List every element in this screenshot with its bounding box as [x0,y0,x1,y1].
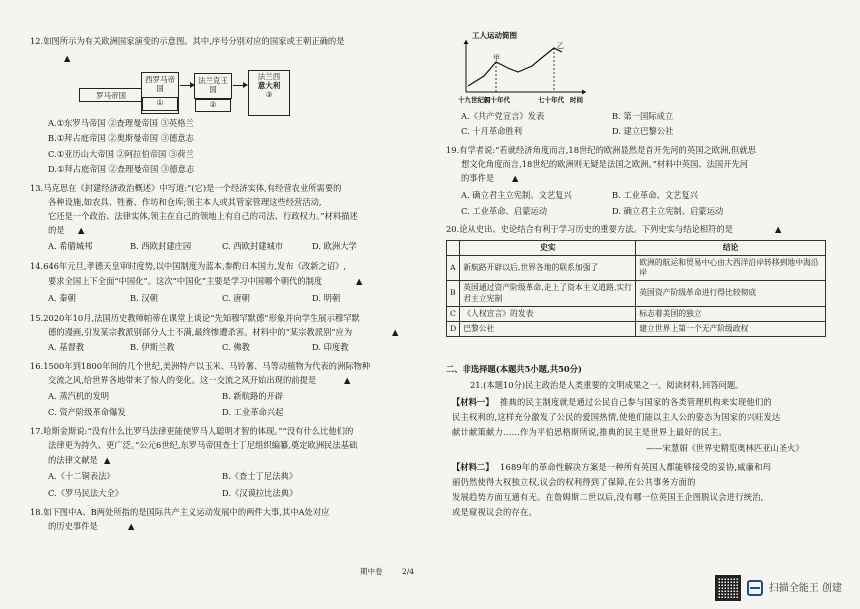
q13-option-b: B. 西欧封建庄园 [130,241,192,251]
q16-option-a: A. 蒸汽机的发明 [48,391,110,401]
q20-row-letter: B [447,281,460,306]
footer-exam-label: 期中卷 [360,567,383,576]
material-2-line-2: 丽仍然使得大权独立权,议会的权利得到了保障,在公共事务方面的 [452,477,696,487]
box-circle-1: ① [142,97,178,111]
box-west-rome: 西罗马帝国 [145,75,175,93]
q19-option-a: A. 确立君主立宪制、文艺复兴 [461,190,572,200]
q16-answer-blank: ▲ [344,375,351,385]
q20-row-conclusion: 建立世界上第一个无产阶级政权 [636,321,826,336]
q20-row-conclusion: 欧洲的航运和贸易中心由大西洋沿岸转移到地中海沿岸 [636,256,826,281]
q20-row-fact: 英国通过资产阶级革命,走上了资本主义道路,实行君主立宪制 [460,281,636,306]
q20-row-fact: 《人权宣言》的发表 [460,306,636,321]
q12-stem: 12.如图所示为有关欧洲国家演变的示意图。其中,序号分别对应的国家或王朝正确的是 [30,36,345,46]
q21-stem: 21.(本题10分)民主政治是人类重要的文明成果之一。阅读材料,回答问题。 [470,380,744,390]
q17-answer-blank: ▲ [104,455,111,465]
q12-option-d: D.①拜占庭帝国 ②查理曼帝国 ③德意志 [48,164,195,174]
x-axis-arrow [582,90,586,95]
table-row [447,256,826,281]
q15-option-b: B. 伊斯兰教 [130,342,175,352]
q19-option-c: C. 工业革命、启蒙运动 [461,206,547,216]
q17-line-2: 法律更为持久、更广泛。”公元6世纪,东罗马帝国查士丁尼组织编纂,奠定欧洲民法基础 [48,440,358,450]
q19-answer-blank: ▲ [512,173,519,183]
q12-option-c: C.①亚历山大帝国 ②阿拉伯帝国 ③荷兰 [48,149,194,159]
material-1-label: 【材料一】 [452,397,494,407]
q18-option-c: C. 十月革命胜利 [461,126,523,136]
q12-answer-blank: ▲ [64,53,71,63]
x-tick-label: 四十年代 [484,96,510,104]
table-row [447,321,826,336]
q19-line-2: 想文化角度而言,18世纪的欧洲则无疑是法国之欧洲。”材料中英国、法国开先河 [461,159,749,169]
qr-code [715,575,741,601]
material-1-line-2: 民主权利的,这样充分激发了公民的爱国热情,使他们能以主人公的姿态为国家的兴旺发达 [452,412,781,422]
q19-line-3: 的事件是 [461,173,495,183]
x-tick-label: 十九世纪初 [458,96,491,104]
x-tick-label: 时间 [570,96,583,104]
q13-line-1: 13.马克思在《封建经济政治概述》中写道:“(它)是一个经济实体,有经营农业所需要的 [30,183,342,193]
material-1-source: ——宋慧娟《世界史精览奥林匹亚山圣火》 [646,443,804,453]
arrow-2 [180,85,194,86]
box-italy: 意大利 [257,81,281,90]
q20-stem: 20.论从史出、史论结合有利于学习历史的重要方法。下列史实与结论相符的是 [446,224,733,234]
x-tick-label: 七十年代 [538,96,564,104]
scan-watermark-text: 扫描全能王 创建 [768,582,842,594]
material-1-line-1: 推典的民主制度就是通过公民自己参与国家的各类管理机构来实现他们的 [500,397,772,407]
q16-option-d: D. 工业革命兴起 [222,407,284,417]
box-roman-empire: 罗马帝国 [79,88,143,102]
q19-option-b: B. 工业革命、文艺复兴 [612,190,699,200]
q14-option-d: D. 明朝 [312,293,341,303]
q20-header-letter [447,241,460,256]
q12-option-b: B.①拜占庭帝国 ②奥斯曼帝国 ③德意志 [48,133,194,143]
arrow-3 [233,85,247,86]
q18-line-1: 18.如下图中A、B两处所指的是国际共产主义运动发展中的两件大事,其中A处对应 [30,507,330,517]
q17-option-c: C.《罗马民法大全》 [48,488,124,498]
q20-row-fact: 新航路开辟以后,世界各地的联系加强了 [460,256,636,281]
q15-line-2: 德的漫画,引发某宗教派别部分人士不满,最终惨遭杀害。材料中的“某宗教派别”应为 [48,327,353,337]
q18-line-chart [448,28,598,108]
q16-line-1: 16.1500年到1800年间的几个世纪,美洲特产以玉米、马铃薯、马等动植物为代表的洲际物种 [30,361,371,371]
q17-option-d: D.《汉谟拉比法典》 [222,488,298,498]
box-france: 法兰西 [257,72,281,81]
table-row [447,306,826,321]
series-line [468,48,562,86]
box-circle-3: ③ [265,90,273,99]
material-2-line-1: 1689年的革命性解决方案是一种所有英国人都能够接受的妥协,威廉和玛 [500,462,772,472]
q20-row-fact: 巴黎公社 [460,321,636,336]
q12-option-a: A.①东罗马帝国 ②查理曼帝国 ③英格兰 [48,118,194,128]
q18-option-d: D. 建立巴黎公社 [612,126,674,136]
q19-line-1: 19.有学者说:“若就经济角度而言,18世纪的欧洲显然是首开先河的英国之欧洲,但就思 [446,145,756,155]
q13-option-a: A. 希腊城邦 [48,241,93,251]
q14-option-b: B. 汉朝 [130,293,158,303]
q20-row-letter: A [447,256,460,281]
q17-line-1: 17.哈斯金斯说:“没有什么比罗马法律更能使罗马人聪明才智的体现。”“没有什么比他们的 [30,426,354,436]
q13-line-3: 它还是一个政治、法律实体,领主在自己的领地上有自己的司法、行政权力。”材料描述 [48,211,358,221]
q13-answer-blank: ▲ [78,225,85,235]
q17-option-a: A.《十二铜表法》 [48,471,115,481]
table-row [447,281,826,306]
scan-watermark [715,575,842,601]
q20-table [446,240,826,337]
q17-line-3: 的法律文献是 [48,455,98,465]
q20-header-facts: 史实 [460,241,636,256]
q14-answer-blank: ▲ [356,276,363,286]
material-2-line-4: 或是窥视议会的存在。 [452,507,537,517]
q18-option-a: A.《共产党宣言》发表 [461,111,545,121]
q13-line-4: 的是 [48,225,65,235]
q20-row-conclusion: 英国资产阶级革命进行得比较彻底 [636,281,826,306]
footer-page-number: 2/4 [402,567,415,576]
material-1-line-3: 献计献策献力……作为平伯思格斯所说,推典的民主是世界上最好的民主。 [452,427,727,437]
box-franks: 法兰克王国 [194,73,232,99]
q15-option-c: C. 佛教 [222,342,250,352]
box-successors [248,70,290,116]
material-2-label: 【材料二】 [452,462,494,472]
q15-option-d: D. 印度教 [312,342,349,352]
q14-line-2: 要求全国上下全面“中国化”。这次“中国化”主要是学习中国哪个朝代的制度 [48,276,323,286]
q17-option-b: B.《查士丁尼法典》 [222,471,298,481]
q15-answer-blank: ▲ [392,327,399,337]
q16-option-c: C. 资产阶级革命爆发 [48,407,126,417]
box-circle-2: ② [195,99,231,112]
q15-line-1: 15.2020年10月,法国历史教师帕蒂在课堂上谈论“先知穆罕默德”形象并向学生展示穆罕默 [30,313,360,323]
material-2-line-3: 发展趋势方面互通有无。在詹姆斯二世以后,没有哪一位英国王企图脱议会进行统治, [452,492,764,502]
q16-line-2: 交流之风,给世界各地带来了惊人的变化。这一交流之风开始出现的前提是 [48,375,317,385]
q18-line-2: 的历史事件是 [48,521,98,531]
q18-option-b: B. 第一国际成立 [612,111,674,121]
annotation-yi: 乙 [557,42,564,50]
q20-row-letter: C [447,306,460,321]
q13-option-c: C. 西欧封建城市 [222,241,284,251]
annotation-jia: 甲 [493,54,500,62]
q20-answer-blank: ▲ [775,224,782,234]
q18-answer-blank: ▲ [128,521,135,531]
q13-line-2: 各种设施,如农具、牲畜、作坊和仓库;领主本人或其管家管理这些经营活动, [48,197,322,207]
scanner-logo-icon [747,580,763,596]
chart-title: 工人运动简图 [472,31,517,40]
q13-option-d: D. 欧洲大学 [312,241,357,251]
q20-header-row [447,241,826,256]
q14-line-1: 14.646年元旦,孝德天皇审时度势,以中国制度为蓝本,参酌日本国力,发布《改新之诏》, [30,261,347,271]
q14-option-c: C. 唐朝 [222,293,250,303]
q20-header-conclusion: 结论 [636,241,826,256]
q20-row-letter: D [447,321,460,336]
q15-option-a: A. 基督教 [48,342,85,352]
q16-option-b: B. 新航路的开辟 [222,391,284,401]
q20-row-conclusion: 标志着美国的独立 [636,306,826,321]
y-axis-arrow [464,40,469,44]
q14-option-a: A. 秦朝 [48,293,76,303]
q19-option-d: D. 确立君主立宪制、启蒙运动 [612,206,724,216]
section-2-title: 二、非选择题(本题共5小题,共50分) [446,364,582,374]
